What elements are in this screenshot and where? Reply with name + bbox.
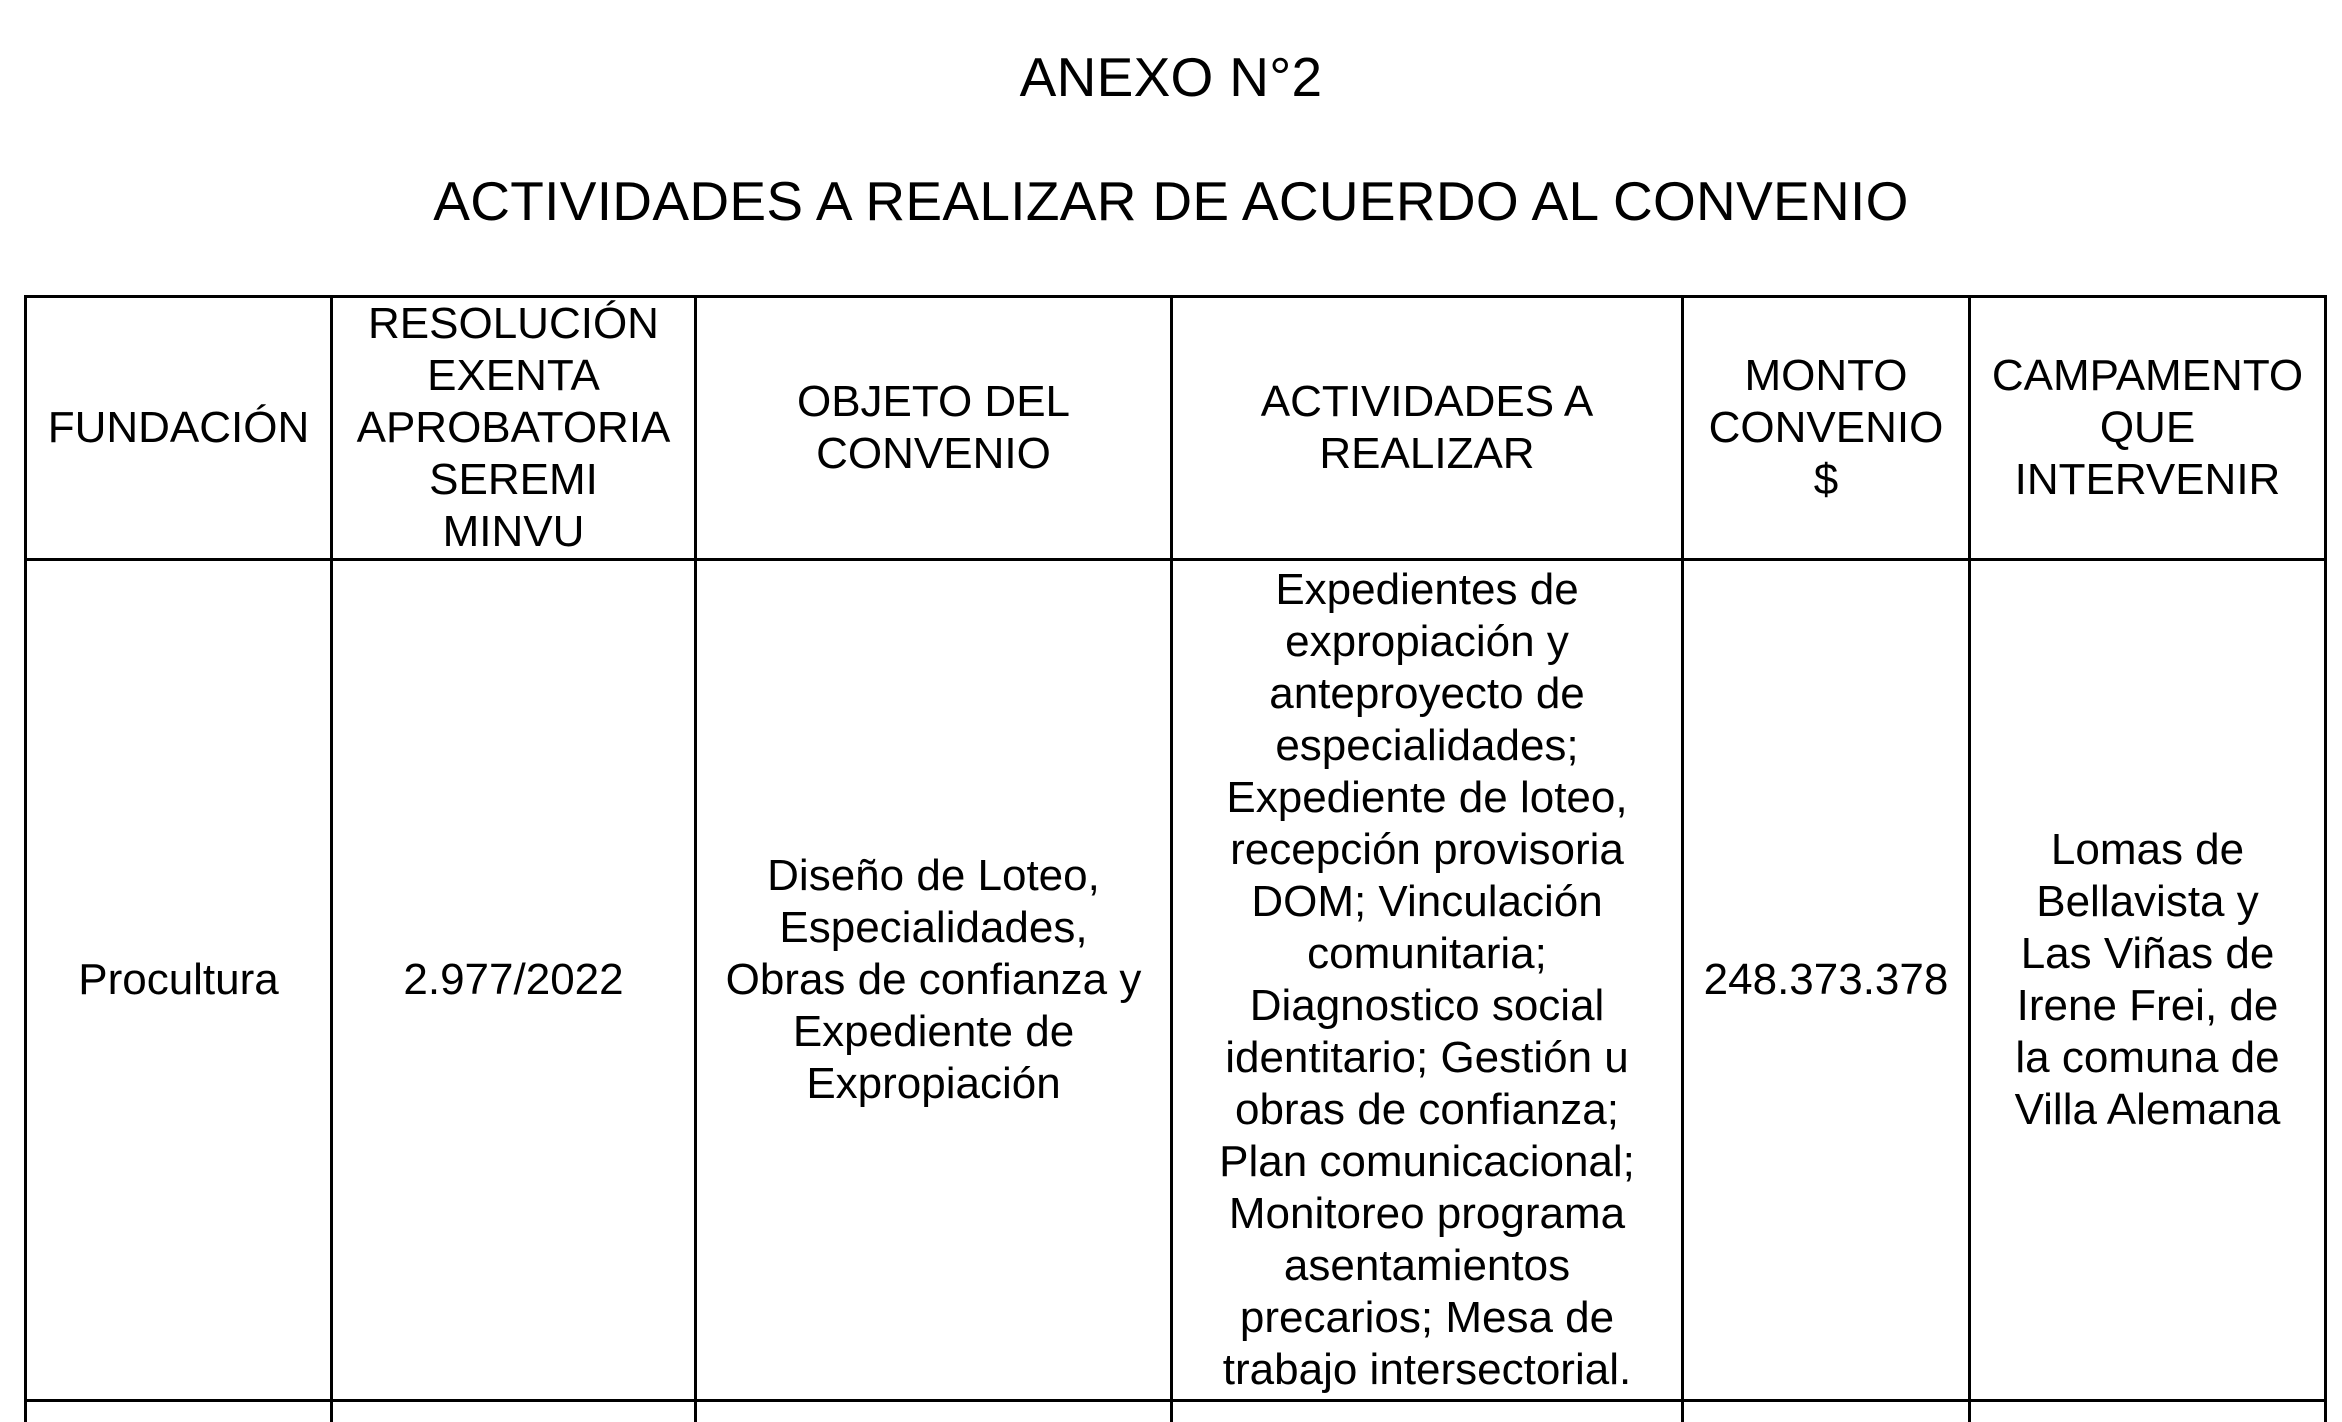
cut-cell bbox=[1683, 1401, 1970, 1422]
annex-title: ANEXO N°2 bbox=[0, 50, 2342, 105]
cell-actividades: Expedientes de expropiación y anteproyecto de especialidades; Expediente de loteo, recepción provisoria DOM; Vinculación comunitaria; Diagnostico social identitario; Gestión u obras de confianza; Plan comunicacional; Monitoreo programa asentamientos precarios; Mesa de trabajo intersectorial. bbox=[1172, 560, 1683, 1401]
header-row bbox=[26, 297, 2326, 560]
annex-subtitle: ACTIVIDADES A REALIZAR DE ACUERDO AL CONVENIO bbox=[0, 174, 2342, 229]
header-resolucion: RESOLUCIÓN EXENTA APROBATORIA SEREMI MINVU bbox=[332, 297, 696, 560]
header-fundacion: FUNDACIÓN bbox=[26, 297, 332, 560]
table-header bbox=[26, 297, 2326, 560]
cell-monto: 248.373.378 bbox=[1683, 560, 1970, 1401]
table-row bbox=[26, 560, 2326, 1401]
header-objeto: OBJETO DEL CONVENIO bbox=[696, 297, 1172, 560]
cut-cell bbox=[26, 1401, 332, 1422]
activities-table bbox=[24, 295, 2327, 1422]
cell-objeto: Diseño de Loteo, Especialidades, Obras de confianza y Expediente de Expropiación bbox=[696, 560, 1172, 1401]
cell-campamento: Lomas de Bellavista y Las Viñas de Irene Frei, de la comuna de Villa Alemana bbox=[1970, 560, 2326, 1401]
cut-cell bbox=[696, 1401, 1172, 1422]
table-body bbox=[26, 560, 2326, 1422]
header-monto: MONTO CONVENIO $ bbox=[1683, 297, 1970, 560]
cut-cell bbox=[1172, 1401, 1683, 1422]
cut-cell bbox=[332, 1401, 696, 1422]
cut-cell bbox=[1970, 1401, 2326, 1422]
table-row-cut-off bbox=[26, 1401, 2326, 1422]
cell-resolucion: 2.977/2022 bbox=[332, 560, 696, 1401]
header-actividades: ACTIVIDADES A REALIZAR bbox=[1172, 297, 1683, 560]
header-campamento: CAMPAMENTO QUE INTERVENIR bbox=[1970, 297, 2326, 560]
cell-fundacion: Procultura bbox=[26, 560, 332, 1401]
